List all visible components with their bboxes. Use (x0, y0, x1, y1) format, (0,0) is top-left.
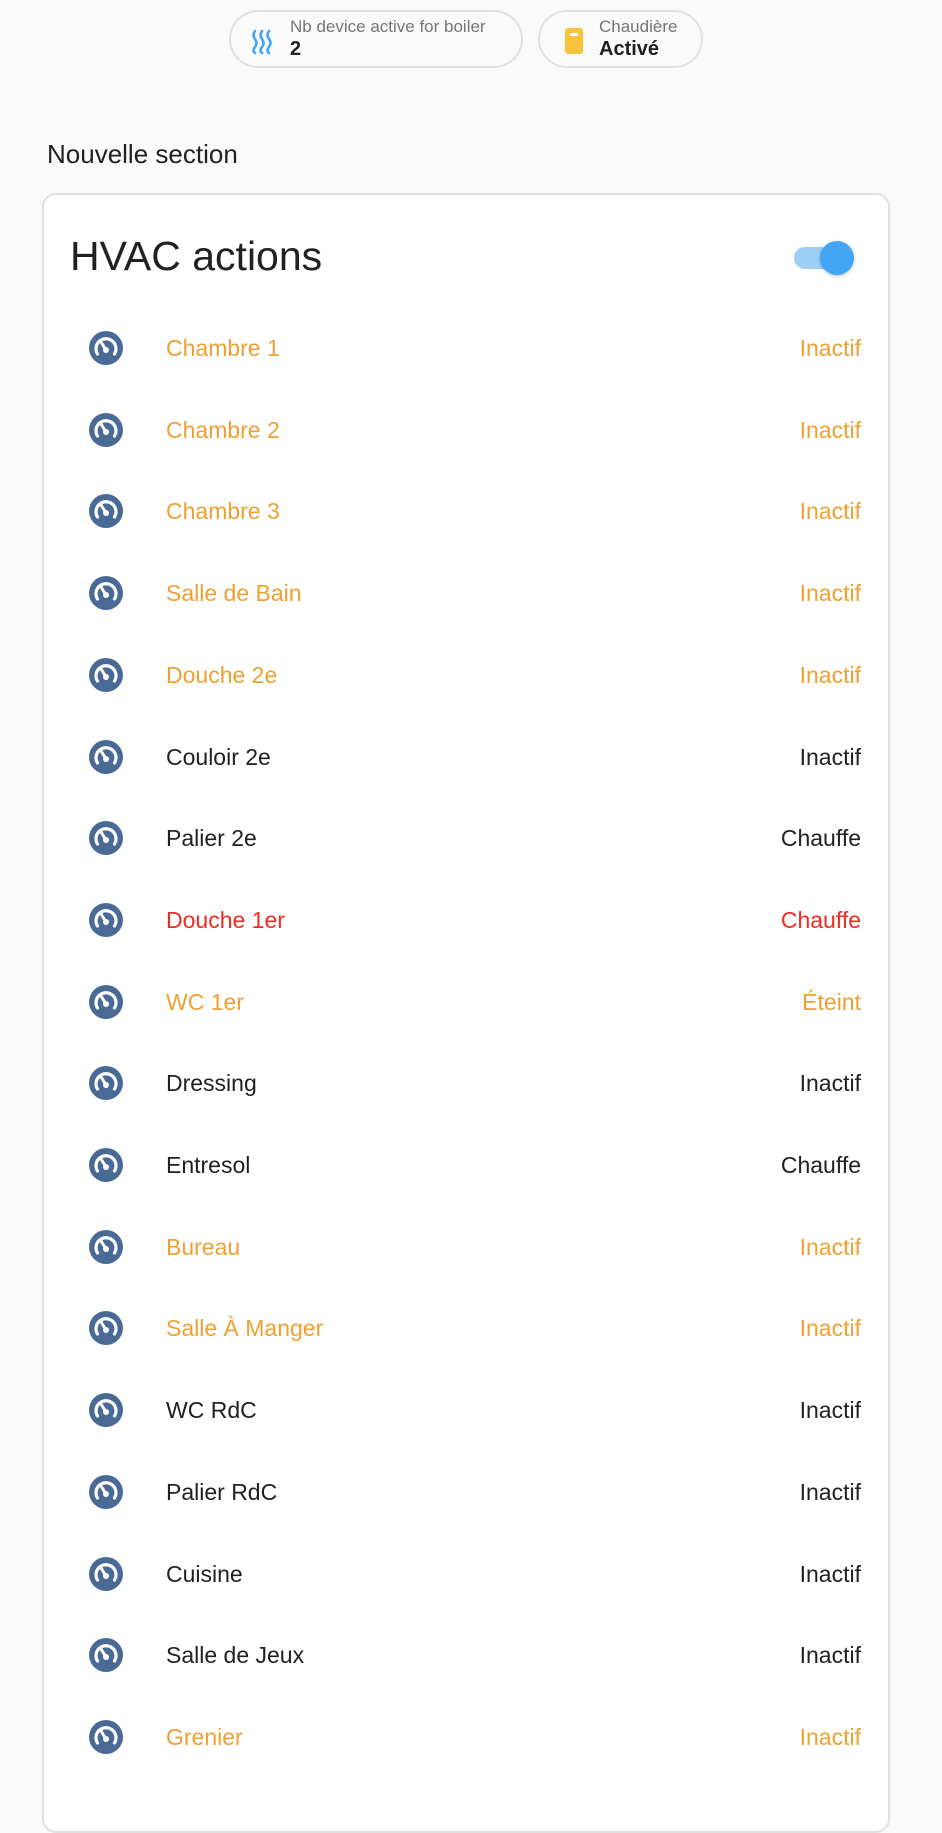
boiler-icon (558, 25, 590, 57)
entity-name: Douche 1er (166, 907, 285, 933)
thermostat-gauge-icon (88, 1147, 124, 1183)
badge-bar (0, 10, 942, 70)
badge-chaudiere[interactable] (538, 10, 703, 68)
thermostat-gauge-icon (88, 739, 124, 775)
badge-name: Nb device active for boiler (290, 17, 486, 36)
badge-name: Chaudière (599, 17, 678, 36)
entity-state: Inactif (799, 498, 861, 524)
entity-row[interactable] (44, 803, 888, 873)
toggle-knob (820, 241, 854, 275)
thermostat-gauge-icon (88, 412, 124, 448)
entity-name: Bureau (166, 1234, 241, 1260)
thermostat-gauge-icon (88, 493, 124, 529)
entity-row[interactable] (44, 1293, 888, 1363)
entity-row[interactable] (44, 558, 888, 628)
thermostat-gauge-icon (88, 1719, 124, 1755)
thermostat-gauge-icon (88, 1392, 124, 1428)
entity-state: Inactif (799, 580, 861, 606)
badge-boiler-device-count[interactable] (229, 10, 523, 68)
entity-state: Éteint (802, 989, 861, 1015)
entity-state: Inactif (799, 335, 861, 361)
entity-row[interactable] (44, 1620, 888, 1690)
entity-state: Chauffe (780, 825, 861, 851)
entity-name: Couloir 2e (166, 744, 271, 770)
entity-state: Inactif (799, 1397, 861, 1423)
thermostat-gauge-icon (88, 820, 124, 856)
entity-row[interactable] (44, 885, 888, 955)
entity-name: Chambre 1 (166, 335, 280, 361)
entity-name: Grenier (166, 1724, 243, 1750)
thermostat-gauge-icon (88, 1637, 124, 1673)
thermostat-gauge-icon (88, 1229, 124, 1265)
badge-state: Activé (599, 38, 660, 60)
card-toggle[interactable] (794, 243, 850, 271)
entity-name: Palier 2e (166, 825, 257, 851)
entity-row[interactable] (44, 722, 888, 792)
thermostat-gauge-icon (88, 1474, 124, 1510)
entity-name: Cuisine (166, 1561, 243, 1587)
entity-row[interactable] (44, 313, 888, 383)
entity-state: Inactif (799, 1234, 861, 1260)
thermostat-gauge-icon (88, 984, 124, 1020)
entity-state: Inactif (799, 1479, 861, 1505)
thermostat-gauge-icon (88, 330, 124, 366)
entity-row[interactable] (44, 967, 888, 1037)
thermostat-gauge-icon (88, 1556, 124, 1592)
badge-state: 2 (290, 38, 302, 60)
entity-state: Inactif (799, 1724, 861, 1750)
entity-state: Inactif (799, 1315, 861, 1341)
entity-row[interactable] (44, 1702, 888, 1772)
entity-name: WC 1er (166, 989, 244, 1015)
entity-row[interactable] (44, 476, 888, 546)
radiator-heat-icon (247, 25, 279, 57)
entity-name: Salle À Manger (166, 1315, 324, 1341)
entity-state: Inactif (799, 744, 861, 770)
thermostat-gauge-icon (88, 657, 124, 693)
entity-row[interactable] (44, 1539, 888, 1609)
entity-name: Chambre 3 (166, 498, 280, 524)
entity-state: Inactif (799, 1561, 861, 1587)
hvac-actions-card (42, 193, 890, 1833)
entity-name: Salle de Jeux (166, 1642, 305, 1668)
entity-state: Chauffe (780, 907, 861, 933)
entity-row[interactable] (44, 1457, 888, 1527)
card-title: HVAC actions (70, 233, 323, 279)
thermostat-gauge-icon (88, 575, 124, 611)
entity-state: Inactif (799, 1070, 861, 1096)
entity-name: Dressing (166, 1070, 257, 1096)
entity-name: Salle de Bain (166, 580, 302, 606)
thermostat-gauge-icon (88, 1310, 124, 1346)
entity-row[interactable] (44, 640, 888, 710)
thermostat-gauge-icon (88, 902, 124, 938)
entity-state: Chauffe (780, 1152, 861, 1178)
entity-row[interactable] (44, 1375, 888, 1445)
entity-state: Inactif (799, 417, 861, 443)
entity-name: WC RdC (166, 1397, 257, 1423)
entity-row[interactable] (44, 1048, 888, 1118)
entity-name: Douche 2e (166, 662, 278, 688)
entity-state: Inactif (799, 662, 861, 688)
entity-state: Inactif (799, 1642, 861, 1668)
entity-row[interactable] (44, 395, 888, 465)
entity-name: Entresol (166, 1152, 251, 1178)
entity-row[interactable] (44, 1212, 888, 1282)
section-title: Nouvelle section (47, 139, 238, 169)
thermostat-gauge-icon (88, 1065, 124, 1101)
entity-name: Palier RdC (166, 1479, 278, 1505)
entity-row[interactable] (44, 1130, 888, 1200)
entity-name: Chambre 2 (166, 417, 280, 443)
